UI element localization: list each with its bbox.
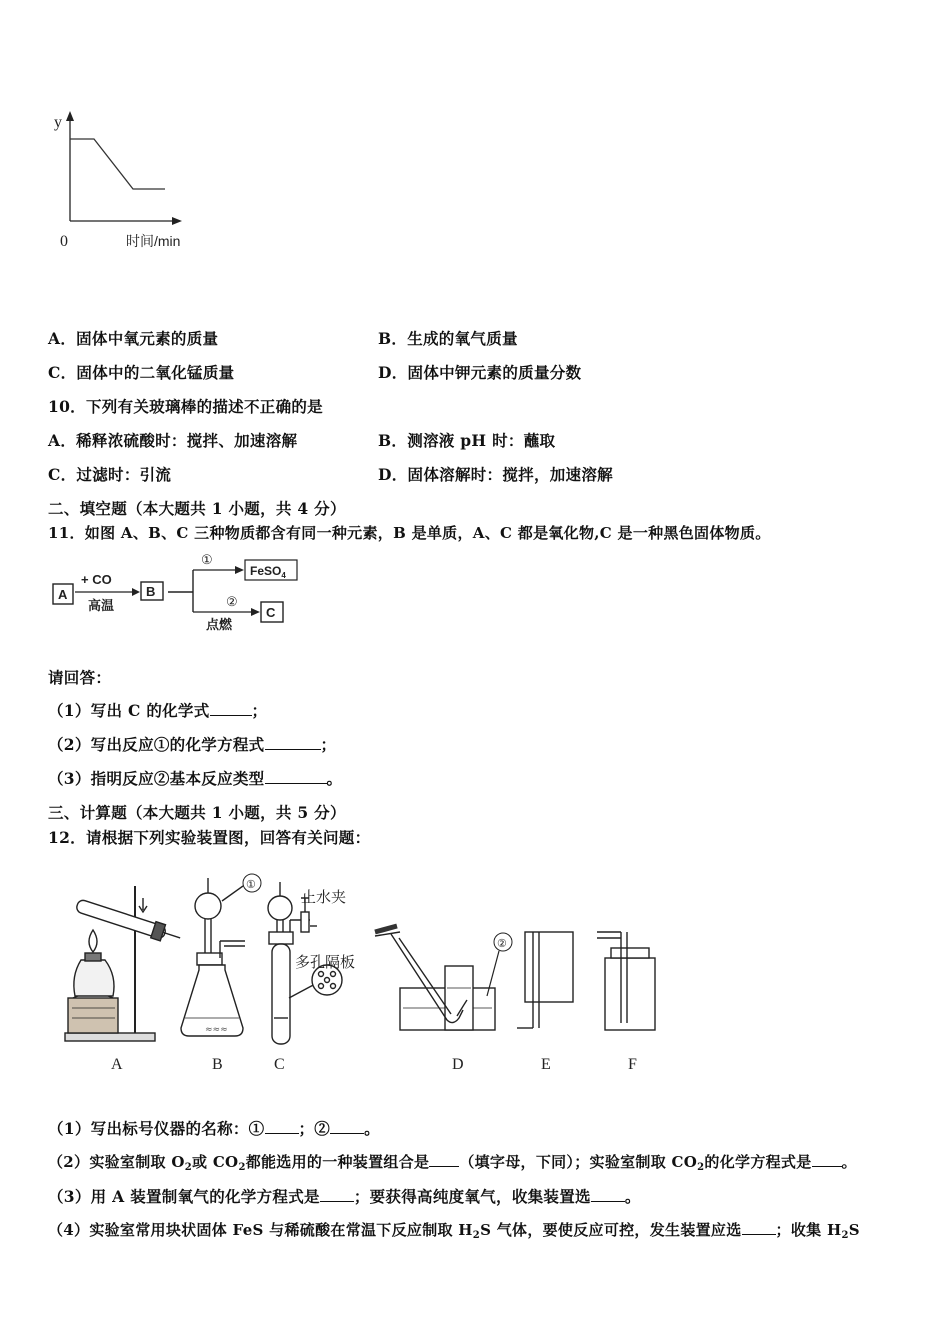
answer-blank[interactable] xyxy=(812,1152,842,1167)
apparatus-figure xyxy=(55,868,675,1083)
apparatus-a xyxy=(65,886,183,1041)
marker-2: ② xyxy=(497,938,507,950)
y-axis-label: y xyxy=(54,114,62,131)
label-e: E xyxy=(541,1056,551,1073)
label-c: C xyxy=(274,1056,285,1073)
apparatus-f xyxy=(597,932,655,1030)
apparatus-e xyxy=(517,932,573,1028)
section-3-heading: 三、计算题（本大题共 1 小题，共 5 分） xyxy=(48,803,346,822)
q9-option-b: B．生成的氧气质量 xyxy=(378,329,518,348)
answer-blank[interactable] xyxy=(210,701,252,716)
origin-label: 0 xyxy=(60,233,68,250)
box-c-label: C xyxy=(266,605,276,620)
q9-option-d: D．固体中钾元素的质量分数 xyxy=(378,363,582,382)
reaction-diagram xyxy=(48,550,308,640)
svg-text:≈≈≈: ≈≈≈ xyxy=(205,1025,228,1035)
q10-stem: 10．下列有关玻璃棒的描述不正确的是 xyxy=(48,397,323,416)
answer-blank[interactable] xyxy=(330,1119,364,1134)
apparatus-d xyxy=(375,926,495,1030)
label-f: F xyxy=(628,1056,637,1073)
answer-blank[interactable] xyxy=(320,1187,354,1202)
product-feso4: FeSO$_4$ xyxy=(250,564,286,580)
answer-blank[interactable] xyxy=(591,1187,625,1202)
answer-blank[interactable] xyxy=(429,1152,459,1167)
reagent-co: + CO xyxy=(81,572,112,587)
label-a: A xyxy=(111,1056,123,1073)
mass-time-graph xyxy=(40,105,220,255)
answer-blank[interactable] xyxy=(265,735,321,750)
y-axis-arrow xyxy=(66,111,74,121)
q10-option-b: B．测溶液 pH 时：蘸取 xyxy=(378,431,556,450)
q12-part-4: （4）实验室常用块状固体 FeS 与稀硫酸在常温下反应制取 $H_2S$ 气体，要使反应可控，发生装置应选 ；收集 $H_2S$ xyxy=(48,1221,860,1241)
q11-stem: 11．如图 A、B、C 三种物质都含有同一种元素，B 是单质，A、C 都是氧化物,C 是一种黑色固体物质。 xyxy=(48,524,771,542)
porous-plate-label: 多孔隔板 xyxy=(295,954,356,971)
box-a-label: A xyxy=(58,587,68,602)
q12-part-2: （2）实验室制取 $O_2$或 $CO_2$都能选用的一种装置组合是 （填字母，下同）；实验室制取 $CO_2$的化学方程式是 。 xyxy=(48,1153,857,1173)
label-d: D xyxy=(452,1056,464,1073)
q11-part-2: （2）写出反应①的化学方程式 ； xyxy=(48,735,337,754)
answer-blank[interactable] xyxy=(265,1119,299,1134)
q9-option-c: C．固体中的二氧化锰质量 xyxy=(48,363,235,382)
box-b-label: B xyxy=(146,584,156,599)
branch-1-marker: ① xyxy=(201,552,213,567)
q12-stem: 12．请根据下列实验装置图，回答有关问题： xyxy=(48,828,371,847)
condition-high-temp: 高温 xyxy=(88,598,115,613)
condition-ignite: 点燃 xyxy=(206,617,233,632)
q11-part-3: （3）指明反应②基本反应类型 。 xyxy=(48,769,343,788)
q10-option-c: C．过滤时：引流 xyxy=(48,465,172,484)
answer-blank[interactable] xyxy=(265,769,327,784)
label-b: B xyxy=(212,1056,223,1073)
x-axis-arrow xyxy=(172,217,182,225)
q10-option-a: A．稀释浓硫酸时：搅拌、加速溶解 xyxy=(48,431,298,450)
q10-option-d: D．固体溶解时：搅拌，加速溶解 xyxy=(378,465,613,484)
apparatus-b xyxy=(181,878,245,1036)
clamp-label: 止水夹 xyxy=(301,889,347,906)
q11-prompt: 请回答： xyxy=(48,668,112,687)
q12-part-1: （1）写出标号仪器的名称：① ；② 。 xyxy=(48,1119,380,1138)
x-axis-label: 时间/min xyxy=(126,233,181,249)
answer-blank[interactable] xyxy=(742,1220,776,1235)
marker-1: ① xyxy=(246,879,256,891)
q11-part-1: （1）写出 C 的化学式 ； xyxy=(48,701,268,720)
q9-option-a: A．固体中氧元素的质量 xyxy=(48,329,219,348)
graph-curve xyxy=(70,139,165,189)
q12-part-3: （3）用 A 装置制氧气的化学方程式是 ；要获得高纯度氧气，收集装置选 。 xyxy=(48,1187,641,1206)
branch-2-marker: ② xyxy=(226,594,238,609)
section-2-heading: 二、填空题（本大题共 1 小题，共 4 分） xyxy=(48,499,346,518)
